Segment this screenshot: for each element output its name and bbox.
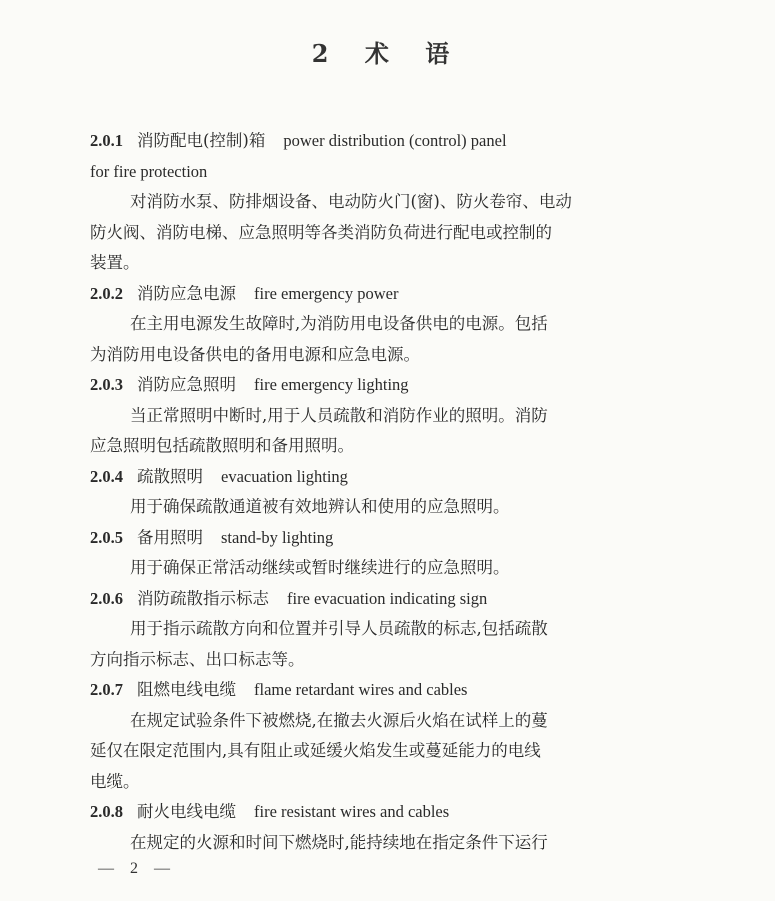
term-english-name: power distribution (control) panel: [283, 131, 507, 150]
term-definition-line: 延仅在限定范围内,具有阻止或延缓火焰发生或蔓延能力的电线: [90, 741, 541, 760]
term-english-name: fire resistant wires and cables: [254, 802, 450, 821]
term-definition-line: 对消防水泵、防排烟设备、电动防火门(窗)、防火卷帘、电动: [130, 192, 572, 211]
term-heading: [90, 584, 650, 615]
term-definition-line: 电缆。: [90, 771, 140, 791]
term-chinese-name: 消防应急电源: [137, 283, 236, 303]
term-number: 2.0.5: [90, 527, 123, 547]
term-chinese-name: 耐火电线电缆: [137, 802, 236, 821]
term-number: 2.0.7: [90, 680, 123, 699]
term-number: 2.0.4: [90, 466, 123, 486]
term-chinese-name: 备用照明: [137, 527, 203, 547]
term-definition-line: 方向指示标志、出口标志等。: [90, 649, 305, 669]
term-number: 2.0.3: [90, 375, 123, 394]
term-definition-line: 防火阀、消防电梯、应急照明等各类消防负荷进行配电或控制的: [90, 222, 552, 242]
chapter-title: 2 术 语: [311, 39, 464, 68]
term-heading: [90, 370, 650, 401]
term-number: 2.0.8: [90, 802, 123, 821]
term-number: 2.0.2: [90, 283, 123, 303]
terms-list: [90, 126, 650, 858]
term-heading: [90, 523, 650, 554]
term-english-name: fire emergency power: [254, 283, 399, 303]
term-chinese-name: 阻燃电线电缆: [137, 680, 236, 699]
term-definition-line: 在规定试验条件下被燃烧,在撤去火源后火焰在试样上的蔓: [130, 710, 548, 730]
term-heading: [90, 279, 650, 310]
term-english-name: fire emergency lighting: [254, 375, 409, 394]
term-english-name: fire evacuation indicating sign: [287, 588, 488, 608]
term-definition-line: 装置。: [90, 253, 140, 272]
term-definition-line: 用于确保正常活动继续或暂时继续进行的应急照明。: [130, 558, 510, 577]
term-number: 2.0.1: [90, 131, 123, 150]
term-heading: [90, 462, 650, 493]
term-definition-line: 应急照明包括疏散照明和备用照明。: [90, 436, 354, 455]
term-number: 2.0.6: [90, 588, 123, 608]
term-english-name: flame retardant wires and cables: [254, 680, 468, 699]
term-english-name-continued: for fire protection: [90, 161, 208, 181]
term-english-name: evacuation lighting: [221, 466, 348, 486]
term-definition-line: 在主用电源发生故障时,为消防用电设备供电的电源。包括: [130, 314, 548, 333]
term-definition-line: 用于确保疏散通道被有效地辨认和使用的应急照明。: [130, 497, 510, 516]
page-number: — 2 —: [98, 860, 176, 877]
term-english-name: stand-by lighting: [221, 527, 334, 547]
term-definition-line: 为消防用电设备供电的备用电源和应急电源。: [90, 344, 420, 364]
term-chinese-name: 消防疏散指示标志: [137, 588, 269, 608]
term-definition-line: 用于指示疏散方向和位置并引导人员疏散的标志,包括疏散: [130, 619, 548, 638]
term-chinese-name: 疏散照明: [137, 466, 203, 486]
term-heading: [90, 797, 650, 828]
term-heading: [90, 126, 650, 157]
term-chinese-name: 消防应急照明: [137, 375, 236, 394]
term-chinese-name: 消防配电(控制)箱: [137, 131, 266, 150]
term-heading: [90, 675, 650, 706]
term-definition-line: 当正常照明中断时,用于人员疏散和消防作业的照明。消防: [130, 405, 548, 425]
term-definition-line: 在规定的火源和时间下燃烧时,能持续地在指定条件下运行: [130, 832, 548, 852]
